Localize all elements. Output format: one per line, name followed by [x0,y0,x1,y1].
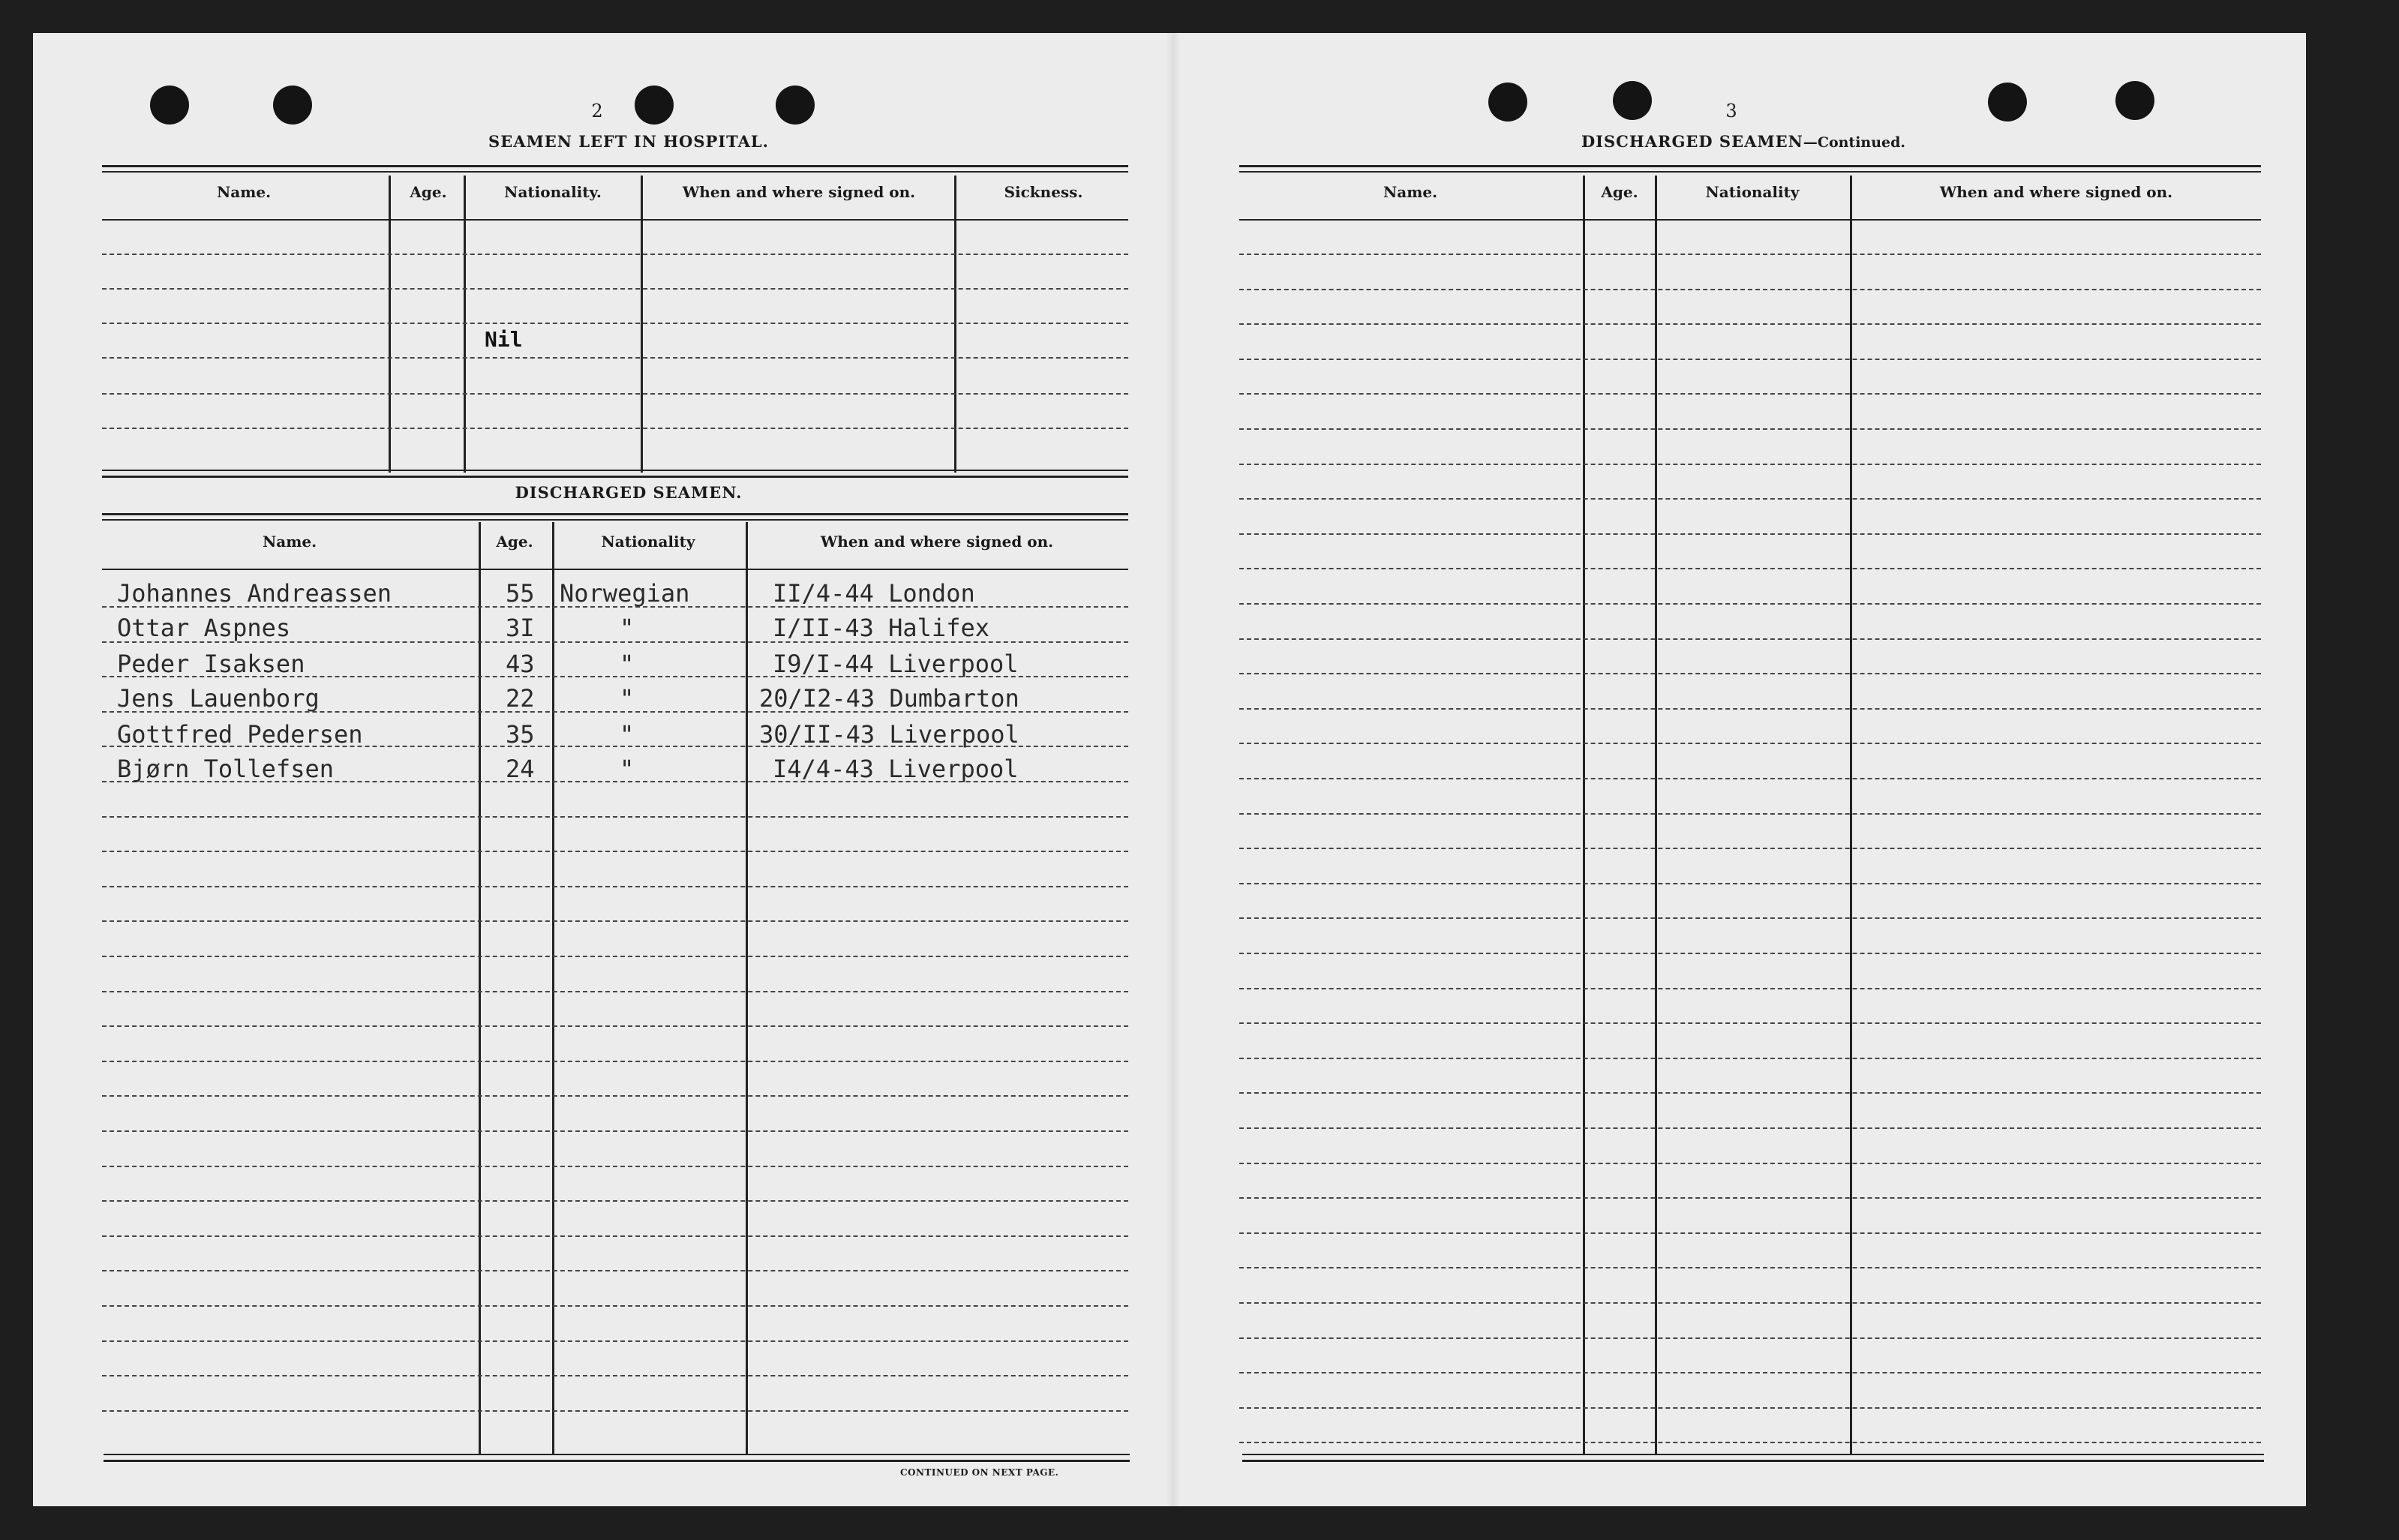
page-fold [1166,33,1181,1506]
punch-hole [2115,81,2154,120]
header-rule [102,219,1128,221]
column-divider [1655,176,1657,1455]
seaman-name: Ottar Aspnes [117,614,291,642]
punch-hole [1613,81,1652,120]
seaman-nationality: " [620,755,635,783]
seaman-age: 22 [506,684,535,713]
title-main: DISCHARGED SEAMEN [1581,132,1803,151]
column-divider [479,522,481,1455]
dotted-row-line [1239,708,2261,710]
punch-hole [150,86,189,125]
dotted-row-line [1239,638,2261,640]
col-header-signed-on: When and where signed on. [820,533,1054,551]
dotted-row-line [1239,1232,2261,1234]
table-top-rule [102,165,1128,167]
col-header-nationality: Nationality. [504,183,602,201]
dotted-row-line [1239,1058,2261,1059]
col-header-age: Age. [1601,183,1638,201]
dotted-row-line [1239,1407,2261,1409]
dotted-row-line [102,1235,1128,1237]
table-bottom-rule [102,470,1128,471]
dotted-row-line [102,920,1128,922]
dotted-row-line [1239,917,2261,919]
col-header-age: Age. [496,533,533,551]
dotted-row-line [102,1166,1128,1167]
header-rule [102,569,1128,570]
discharged-continued-title [1518,132,1968,151]
column-divider [1583,176,1585,1455]
title-continued: —Continued. [1803,134,1906,151]
dotted-row-line [1239,289,2261,290]
dotted-row-line [1239,603,2261,605]
col-header-signed-on: When and where signed on. [1939,183,2173,201]
table-top-rule [1239,171,2261,173]
seaman-signed-on: I/II-43 Halifex [773,614,989,642]
col-header-name: Name. [216,183,272,201]
col-header-sickness: Sickness. [1004,183,1083,201]
dotted-row-line [102,1270,1128,1271]
dotted-row-line [1239,883,2261,884]
dotted-row-line [1239,953,2261,954]
table-bottom-rule [1242,1460,2264,1462]
page-number: 2 [591,101,603,122]
hospital-section-title: SEAMEN LEFT IN HOSPITAL. [488,132,769,151]
dotted-row-line [102,393,1128,395]
seaman-age: 35 [506,720,535,749]
dotted-row-line [1239,1302,2261,1304]
punch-hole [273,86,312,125]
dotted-row-line [1239,1022,2261,1024]
dotted-row-line [102,956,1128,957]
seaman-age: 55 [506,579,535,608]
table-bottom-rule [104,1460,1130,1462]
seaman-age: 43 [506,650,535,678]
dotted-row-line [1239,988,2261,989]
col-header-signed-on: When and where signed on. [682,183,916,201]
dotted-row-line [1239,1163,2261,1164]
seaman-nationality: " [620,614,635,642]
col-header-nationality: Nationality [1705,183,1800,201]
dotted-row-line [102,1025,1128,1027]
dotted-row-line [1239,1442,2261,1443]
punch-hole [776,86,815,125]
header-rule [1239,219,2261,221]
col-header-name: Name. [1383,183,1438,201]
dotted-row-line [1239,498,2261,500]
seaman-name: Bjørn Tollefsen [117,755,334,783]
seaman-name: Gottfred Pedersen [117,720,363,749]
seaman-signed-on: 30/II-43 Liverpool [759,720,1019,749]
dotted-row-line [102,1305,1128,1307]
nil-entry: Nil [485,327,523,352]
scanned-document [33,33,2306,1506]
dotted-row-line [102,1061,1128,1062]
dotted-row-line [102,357,1128,359]
seaman-signed-on: II/4-44 London [773,579,975,608]
punch-hole [1488,83,1527,122]
dotted-row-line [102,1130,1128,1132]
dotted-row-line [1239,464,2261,465]
col-header-name: Name. [262,533,317,551]
dotted-row-line [102,288,1128,290]
dotted-row-line [102,1095,1128,1097]
dotted-row-line [102,1375,1128,1376]
dotted-row-line [1239,1337,2261,1339]
dotted-row-line [1239,1267,2261,1268]
seaman-nationality: Norwegian [560,579,690,608]
dotted-row-line [102,991,1128,992]
table-top-rule [102,519,1128,521]
seaman-signed-on: 20/I2-43 Dumbarton [759,684,1019,713]
seaman-nationality: " [620,720,635,749]
seaman-signed-on: I4/4-43 Liverpool [773,755,1019,783]
table-top-rule [102,171,1128,173]
dotted-row-line [102,428,1128,429]
dotted-row-line [1239,1197,2261,1199]
seaman-signed-on: I9/I-44 Liverpool [773,650,1019,678]
dotted-row-line [1239,743,2261,744]
continued-note: CONTINUED ON NEXT PAGE. [900,1467,1059,1478]
dotted-row-line [1239,813,2261,815]
seaman-name: Jens Lauenborg [117,684,320,713]
table-bottom-rule [102,476,1128,478]
seaman-age: 24 [506,755,535,783]
seaman-nationality: " [620,650,635,678]
dotted-row-line [102,1200,1128,1202]
seaman-name: Johannes Andreassen [117,579,392,608]
dotted-row-line [1239,323,2261,325]
dotted-row-line [102,254,1128,255]
dotted-row-line [1239,1372,2261,1373]
dotted-row-line [102,851,1128,852]
discharged-section-title: DISCHARGED SEAMEN. [515,483,743,502]
dotted-row-line [102,1340,1128,1342]
col-header-age: Age. [410,183,447,201]
seaman-name: Peder Isaksen [117,650,305,678]
dotted-row-line [102,1410,1128,1412]
page-number: 3 [1725,101,1737,122]
column-divider [552,522,554,1455]
seaman-age: 3I [506,614,535,642]
column-divider [746,522,748,1455]
table-bottom-rule [104,1454,1130,1455]
dotted-row-line [102,886,1128,887]
dotted-row-line [1239,1092,2261,1094]
seaman-nationality: " [620,684,635,713]
punch-hole [1988,83,2027,122]
col-header-nationality: Nationality [601,533,695,551]
dotted-row-line [1239,778,2261,779]
dotted-row-line [1239,428,2261,430]
dotted-row-line [1239,359,2261,360]
dotted-row-line [1239,1127,2261,1129]
table-bottom-rule [1242,1454,2264,1455]
dotted-row-line [1239,393,2261,395]
table-top-rule [1239,165,2261,167]
dotted-row-line [1239,848,2261,849]
dotted-row-line [1239,673,2261,674]
dotted-row-line [1239,254,2261,255]
punch-hole [635,86,674,125]
column-divider [1850,176,1852,1455]
dotted-row-line [102,323,1128,324]
table-top-rule [102,513,1128,515]
dotted-row-line [1239,568,2261,569]
dotted-row-line [1239,533,2261,535]
dotted-row-line [102,816,1128,818]
